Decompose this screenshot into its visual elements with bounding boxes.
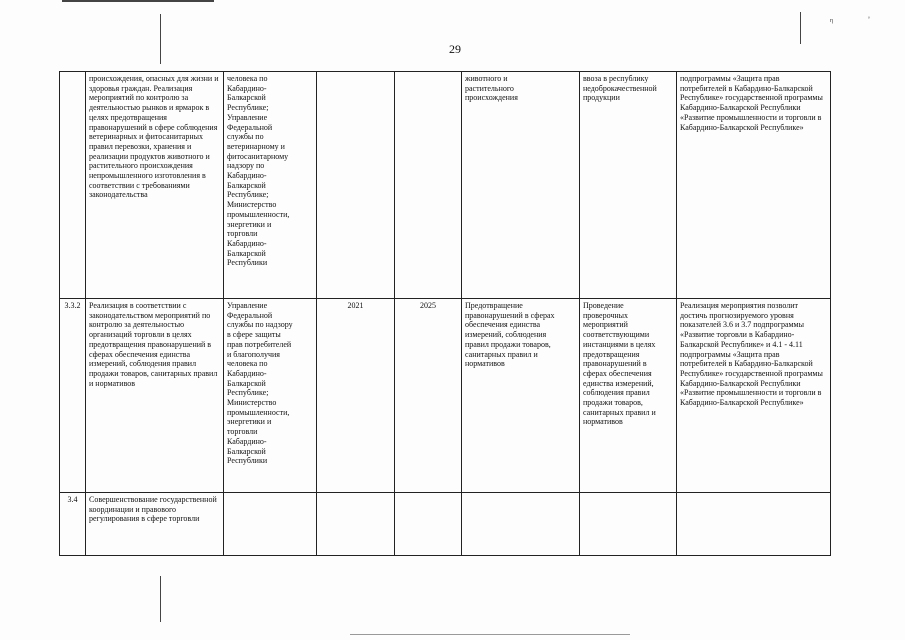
executor: человека по Кабардино- Балкарской Республике; Управление Федеральной службы по ветеринарному и фитосанитарному надзору по Кабардино- Балкарской Республике; Министерство промышленности, энергетики и торговли Кабардино- Балкарской Республики — [224, 72, 317, 299]
bottom-scan-line — [350, 634, 630, 635]
fold-line-top — [160, 14, 161, 64]
indicator-link: подпрограммы «Защита прав потребителей в Кабардино-Балкарской Республике» государственной программы Кабардино-Балкарской Республики «Развитие промышленности и торговли в Кабардино-Балкарской Республике» — [677, 72, 831, 299]
indicator-link: Реализация мероприятия позволит достичь прогнозируемого уровня показателей 3.6 и 3.7 подпрограммы «Развитие торговли в Кабардино-Балкарской Республике» и 4.1 - 4.11 подпрограммы «Защита прав потребителей в Кабардино-Балкарской Республике» государственной программы Кабардино-Балкарской Республики «Развитие промышленности и торговли в Кабардино-Балкарской Республике» — [677, 299, 831, 493]
measure-name: Реализация в соответствии с законодательством мероприятий по контролю за деятельностью организаций торговли в целях предотвращения правонарушений в сферах обеспечения единства измерений, соблюдения правил продажи товаров, санитарных правил и нормативов — [86, 299, 224, 493]
row-number — [60, 72, 86, 299]
expected-result: животного и растительного происхождения — [462, 72, 580, 299]
start-year — [317, 493, 395, 556]
page-number: 29 — [449, 42, 461, 56]
indicator-link — [677, 493, 831, 556]
expected-result — [462, 493, 580, 556]
corner-mark-right: ᵒ — [868, 16, 870, 22]
consequences — [580, 493, 677, 556]
measure-name: Совершенствование государственной координации и правового регулирования в сфере торговли — [86, 493, 224, 556]
executor — [224, 493, 317, 556]
consequences: ввоза в республику недоброкачественной продукции — [580, 72, 677, 299]
corner-mark-left: η — [830, 18, 834, 24]
start-year: 2021 — [317, 299, 395, 493]
fold-line-bottom — [160, 576, 161, 622]
row-number: 3.3.2 — [60, 299, 86, 493]
row-number: 3.4 — [60, 493, 86, 556]
table-row — [60, 493, 831, 556]
end-year — [395, 493, 462, 556]
right-edge-line — [800, 12, 801, 44]
measure-name: происхождения, опасных для жизни и здоровья граждан. Реализация мероприятий по контролю за деятельностью рынков и ярмарок в целях предотвращения правонарушений в сфере соблюдения ветеринарных и фитосанитарных правил перевозки, хранения и реализации продуктов животного и растительного происхождения непромышленного изготовления в соответствии с требованиями законодательства — [86, 72, 224, 299]
table-row — [60, 72, 831, 299]
expected-result: Предотвращение правонарушений в сферах обеспечения единства измерений, соблюдения правил продажи товаров, санитарных правил и нормативов — [462, 299, 580, 493]
measures-table — [59, 71, 831, 556]
end-year — [395, 72, 462, 299]
consequences: Проведение проверочных мероприятий соответствующими инстанциями в целях предотвращения правонарушений в сферах обеспечения единства измерений, соблюдения правил продажи товаров, санитарных правил и нормативов — [580, 299, 677, 493]
table-row — [60, 299, 831, 493]
top-scan-line — [62, 0, 214, 2]
executor: Управление Федеральной службы по надзору в сфере защиты прав потребителей и благополучия человека по Кабардино- Балкарской Республике; Министерство промышленности, энергетики и торговли Кабардино- Балкарской Республики — [224, 299, 317, 493]
start-year — [317, 72, 395, 299]
end-year: 2025 — [395, 299, 462, 493]
